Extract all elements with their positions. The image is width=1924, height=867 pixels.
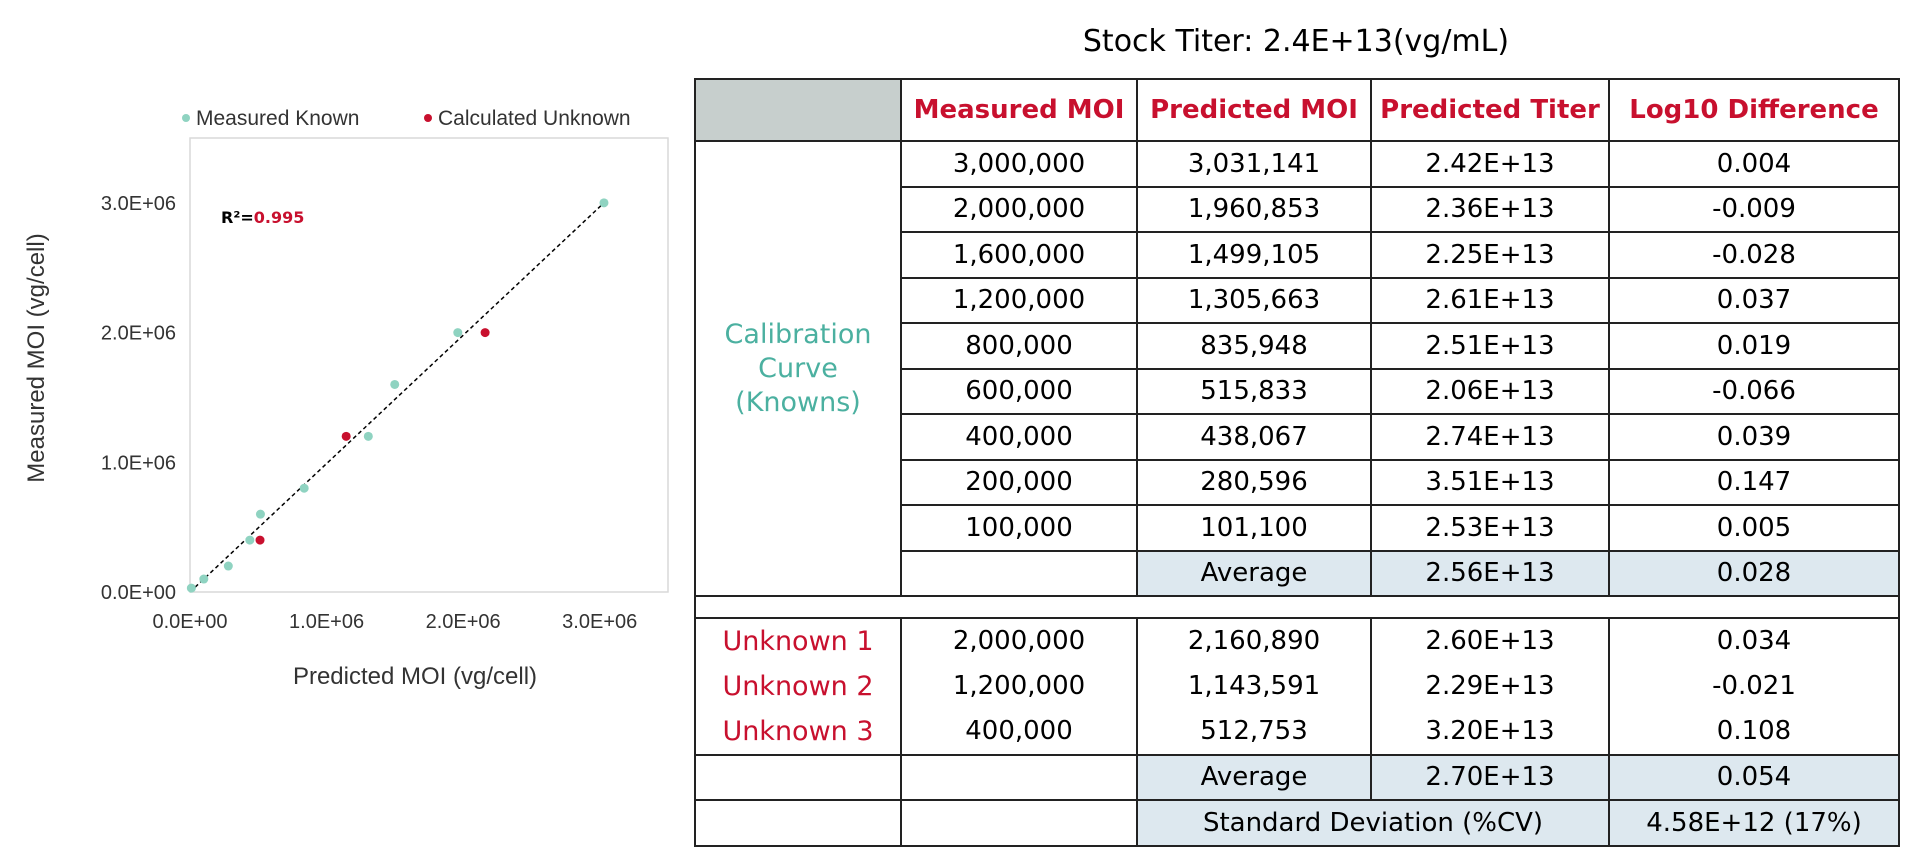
unknown-row (695, 709, 1899, 755)
legend-marker (424, 114, 432, 122)
known-data-point (187, 584, 196, 593)
empty-cell (901, 800, 1137, 846)
known-data-point (199, 575, 208, 584)
predicted-moi-cell: 2,160,890 (1137, 618, 1371, 664)
log10-difference-cell: -0.066 (1609, 369, 1899, 415)
measured-moi-cell: 400,000 (901, 709, 1137, 755)
r-squared-label: R²= (221, 208, 254, 227)
log10-difference-cell: 0.147 (1609, 460, 1899, 506)
y-axis-title: Measured MOI (vg/cell) (23, 233, 50, 483)
y-axis-ticks (101, 193, 176, 604)
predicted-moi-cell: 1,143,591 (1137, 664, 1371, 710)
predicted-titer-cell: 2.53E+13 (1371, 505, 1609, 551)
std-dev-label-cell: Standard Deviation (%CV) (1137, 800, 1609, 846)
std-dev-row (695, 800, 1899, 846)
results-table-body (695, 79, 1899, 846)
unknown-label-cell: Unknown 1 (695, 618, 901, 664)
unknown-label-cell: Unknown 3 (695, 709, 901, 755)
empty-cell (901, 755, 1137, 801)
predicted-moi-cell: 3,031,141 (1137, 141, 1371, 187)
average-label-cell: Average (1137, 755, 1371, 801)
empty-cell (695, 800, 901, 846)
log10-difference-cell: 0.034 (1609, 618, 1899, 664)
predicted-titer-cell: 2.06E+13 (1371, 369, 1609, 415)
log10-difference-cell: 0.005 (1609, 505, 1899, 551)
predicted-moi-cell: 280,596 (1137, 460, 1371, 506)
measured-moi-cell: 1,200,000 (901, 278, 1137, 324)
spacer-cell (695, 596, 1899, 618)
y-tick-label: 3.0E+06 (100, 192, 176, 215)
predicted-titer-cell: 2.36E+13 (1371, 187, 1609, 233)
predicted-titer-cell: 2.51E+13 (1371, 323, 1609, 369)
x-tick-label: 3.0E+06 (562, 611, 638, 633)
log10-difference-cell: 0.037 (1609, 278, 1899, 324)
x-axis-title: Predicted MOI (vg/cell) (292, 663, 538, 690)
unknown-row (695, 618, 1899, 664)
unknown-data-point (342, 432, 351, 441)
x-tick-label: 0.0E+00 (152, 611, 228, 633)
r-squared-value: 0.995 (253, 208, 305, 227)
log10-difference-cell: 0.019 (1609, 323, 1899, 369)
y-tick-label: 0.0E+00 (100, 582, 176, 604)
log10-difference-cell: 0.004 (1609, 141, 1899, 187)
std-dev-value-cell: 4.58E+12 (17%) (1609, 800, 1899, 846)
results-table (694, 78, 1900, 847)
header-measured-moi: Measured MOI (901, 79, 1137, 141)
predicted-titer-cell: 2.42E+13 (1371, 141, 1609, 187)
unknown-row (695, 664, 1899, 710)
known-data-point (300, 484, 309, 493)
predicted-titer-cell: 3.51E+13 (1371, 460, 1609, 506)
unknown-average-row (695, 755, 1899, 801)
predicted-moi-cell: 1,960,853 (1137, 187, 1371, 233)
log10-difference-cell: -0.009 (1609, 187, 1899, 233)
measured-moi-cell: 100,000 (901, 505, 1137, 551)
y-tick-label: 1.0E+06 (100, 452, 176, 475)
measured-moi-cell: 1,600,000 (901, 232, 1137, 278)
x-tick-label: 2.0E+06 (425, 611, 501, 633)
header-predicted-moi: Predicted MOI (1137, 79, 1371, 141)
empty-cell (901, 551, 1137, 597)
known-data-point (364, 432, 373, 441)
log10-difference-cell: -0.021 (1609, 664, 1899, 710)
log10-difference-cell: -0.028 (1609, 232, 1899, 278)
legend-marker (182, 114, 190, 122)
average-titer-cell: 2.70E+13 (1371, 755, 1609, 801)
chart-canvas (0, 0, 690, 867)
unknown-data-point (256, 536, 265, 545)
y-tick-label: 2.0E+06 (100, 322, 176, 345)
predicted-moi-cell: 1,305,663 (1137, 278, 1371, 324)
predicted-titer-cell: 2.29E+13 (1371, 664, 1609, 710)
spacer-row (695, 596, 1899, 618)
measured-moi-cell: 3,000,000 (901, 141, 1137, 187)
table-header-row (695, 79, 1899, 141)
unknown-data-point (481, 328, 490, 337)
predicted-moi-cell: 101,100 (1137, 505, 1371, 551)
empty-cell (695, 755, 901, 801)
predicted-moi-cell: 438,067 (1137, 414, 1371, 460)
measured-moi-cell: 800,000 (901, 323, 1137, 369)
measured-moi-cell: 200,000 (901, 460, 1137, 506)
legend-entry: Calculated Unknown (438, 107, 631, 130)
header-corner-cell (695, 79, 901, 141)
average-log10-cell: 0.028 (1609, 551, 1899, 597)
known-data-point (245, 536, 254, 545)
known-data-point (256, 510, 265, 519)
data-points (187, 198, 609, 592)
calibration-row (695, 141, 1899, 187)
unknown-label-cell: Unknown 2 (695, 664, 901, 710)
header-log10-difference: Log10 Difference (1609, 79, 1899, 141)
known-data-point (453, 328, 462, 337)
x-axis-ticks (152, 611, 637, 633)
known-data-point (599, 198, 608, 207)
predicted-titer-cell: 3.20E+13 (1371, 709, 1609, 755)
r-squared-annotation (221, 208, 304, 227)
trendline (190, 203, 604, 592)
measured-moi-cell: 400,000 (901, 414, 1137, 460)
predicted-moi-cell: 835,948 (1137, 323, 1371, 369)
predicted-titer-cell: 2.25E+13 (1371, 232, 1609, 278)
known-data-point (390, 380, 399, 389)
header-predicted-titer: Predicted Titer (1371, 79, 1609, 141)
predicted-titer-cell: 2.74E+13 (1371, 414, 1609, 460)
calibration-group-label: Calibration Curve (Knowns) (695, 141, 901, 596)
stock-titer-title: Stock Titer: 2.4E+13(vg/mL) (1082, 24, 1510, 59)
predicted-moi-cell: 1,499,105 (1137, 232, 1371, 278)
log10-difference-cell: 0.039 (1609, 414, 1899, 460)
measured-moi-cell: 600,000 (901, 369, 1137, 415)
average-titer-cell: 2.56E+13 (1371, 551, 1609, 597)
predicted-titer-cell: 2.60E+13 (1371, 618, 1609, 664)
predicted-moi-cell: 515,833 (1137, 369, 1371, 415)
predicted-titer-cell: 2.61E+13 (1371, 278, 1609, 324)
average-label-cell: Average (1137, 551, 1371, 597)
measured-moi-cell: 1,200,000 (901, 664, 1137, 710)
log10-difference-cell: 0.108 (1609, 709, 1899, 755)
predicted-moi-cell: 512,753 (1137, 709, 1371, 755)
chart-legend (182, 107, 631, 130)
measured-moi-cell: 2,000,000 (901, 187, 1137, 233)
average-log10-cell: 0.054 (1609, 755, 1899, 801)
x-tick-label: 1.0E+06 (289, 611, 365, 633)
scatter-chart (0, 0, 690, 867)
known-data-point (224, 562, 233, 571)
measured-moi-cell: 2,000,000 (901, 618, 1137, 664)
legend-entry: Measured Known (196, 107, 360, 130)
